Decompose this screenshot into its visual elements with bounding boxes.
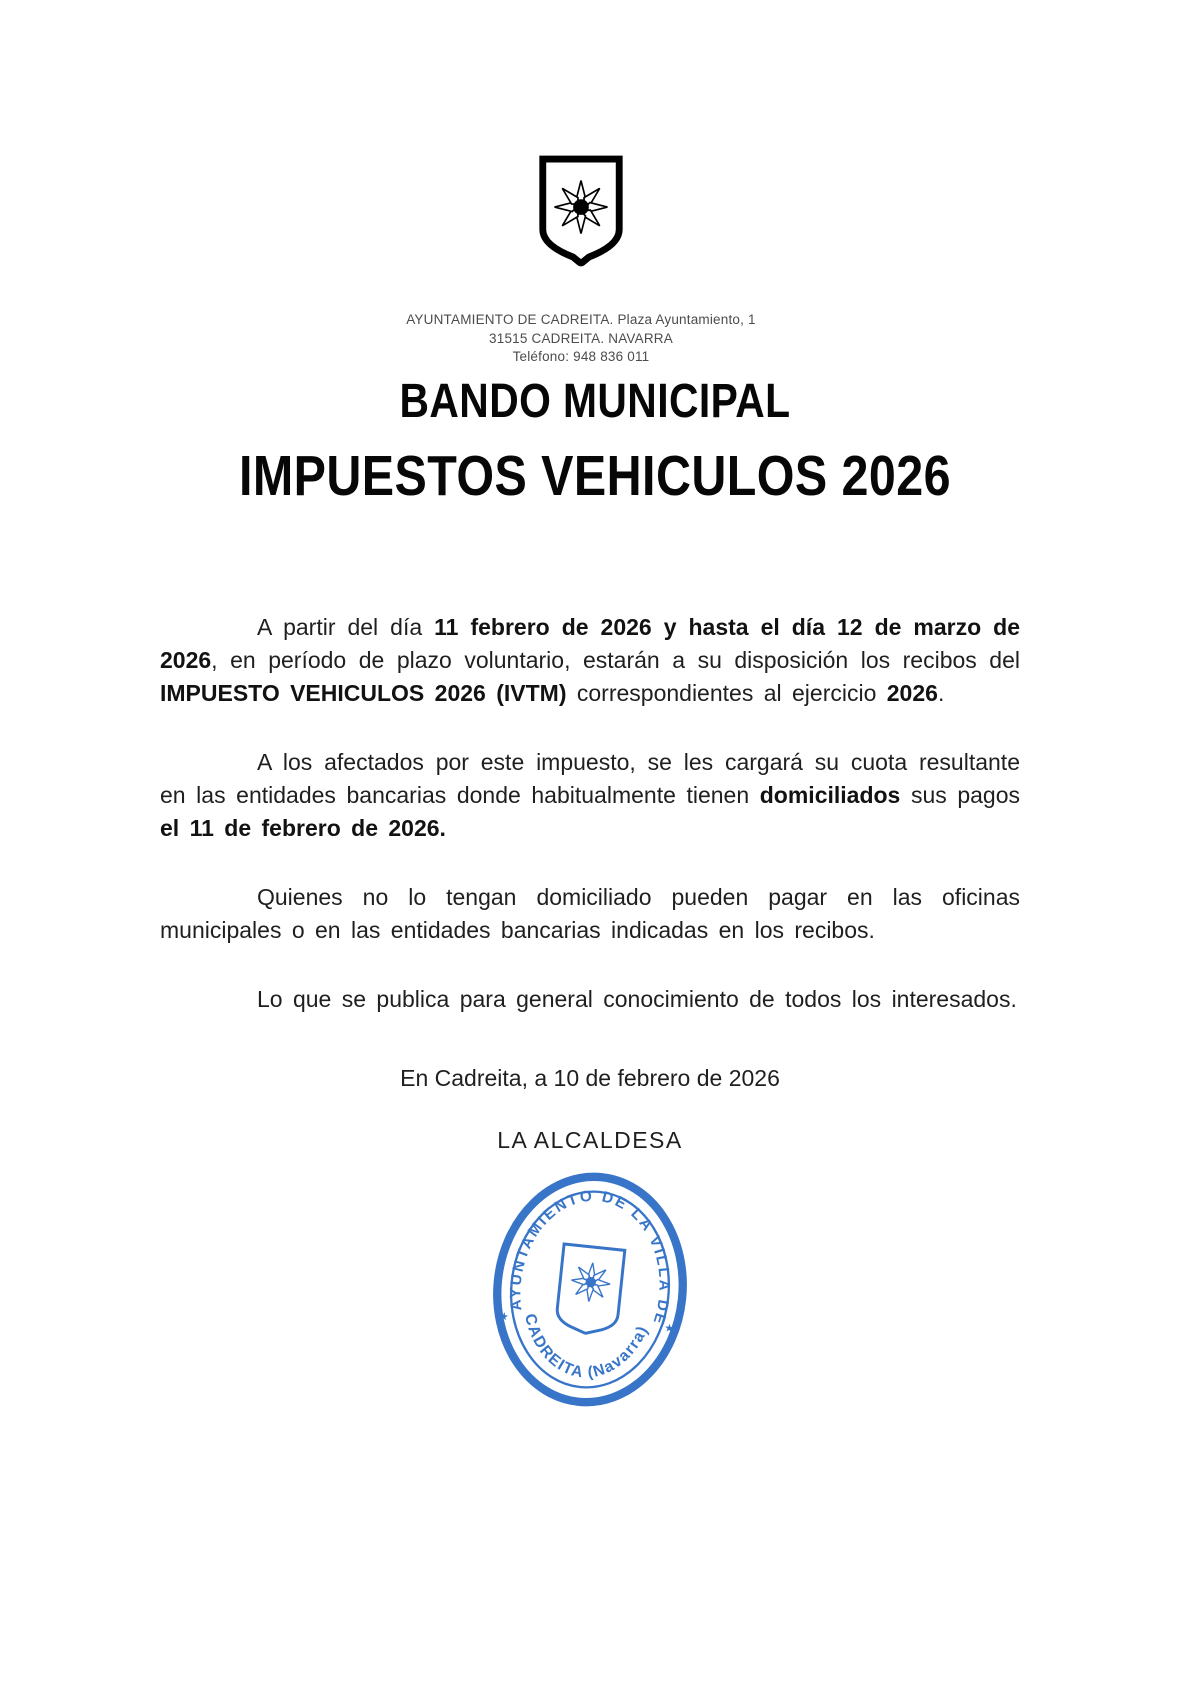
subject-title: IMPUESTOS VEHICULOS 2026: [238, 443, 952, 508]
document-body: [160, 611, 1020, 1016]
stamp-left-star-icon: ★: [495, 1308, 512, 1324]
document-header: [0, 0, 1176, 367]
stamp-bottom-text: CADREITA (Navarra): [520, 1311, 652, 1381]
coat-of-arms-icon: [532, 152, 630, 270]
paragraph-2: A los afectados por este impuesto, se les cargará su cuota resultante en las entidades bancarias donde habitualmente tienen domiciliados sus pagos el 11 de febrero de 2026.: [160, 748, 1020, 841]
stamp-right-star-icon: ★: [661, 1321, 677, 1335]
paragraph-4: Lo que se publica para general conocimiento de todos los interesados.: [257, 985, 1017, 1012]
org-address-line-1: AYUNTAMIENTO DE CADREITA. Plaza Ayuntamiento, 1: [406, 312, 756, 327]
organization-address: [0, 311, 1176, 367]
signer-title: LA ALCALDESA: [497, 1126, 683, 1153]
org-phone-line: Teléfono: 948 836 011: [512, 349, 650, 364]
stamp-top-text: AYUNTAMIENTO DE LA VILLA DE: [507, 1187, 673, 1328]
main-title: BANDO MUNICIPAL: [399, 374, 791, 428]
paragraph-3: Quienes no lo tengan domiciliado pueden pagar en las oficinas municipales o en las entidades bancarias indicadas en los recibos.: [160, 883, 1020, 943]
date-place-line: En Cadreita, a 10 de febrero de 2026: [400, 1064, 780, 1091]
stamp-area: [160, 1160, 1020, 1424]
stamp-shield-icon: [555, 1243, 625, 1335]
paragraph-1: A partir del día 11 febrero de 2026 y hasta el día 12 de marzo de 2026, en período de plazo voluntario, estarán a su disposición los recibos del IMPUESTO VEHICULOS 2026 (IVTM) correspondientes al ejercicio 2026.: [160, 613, 1020, 706]
org-address-line-2: 31515 CADREITA. NAVARRA: [489, 330, 673, 346]
official-stamp-icon: [466, 1149, 714, 1430]
